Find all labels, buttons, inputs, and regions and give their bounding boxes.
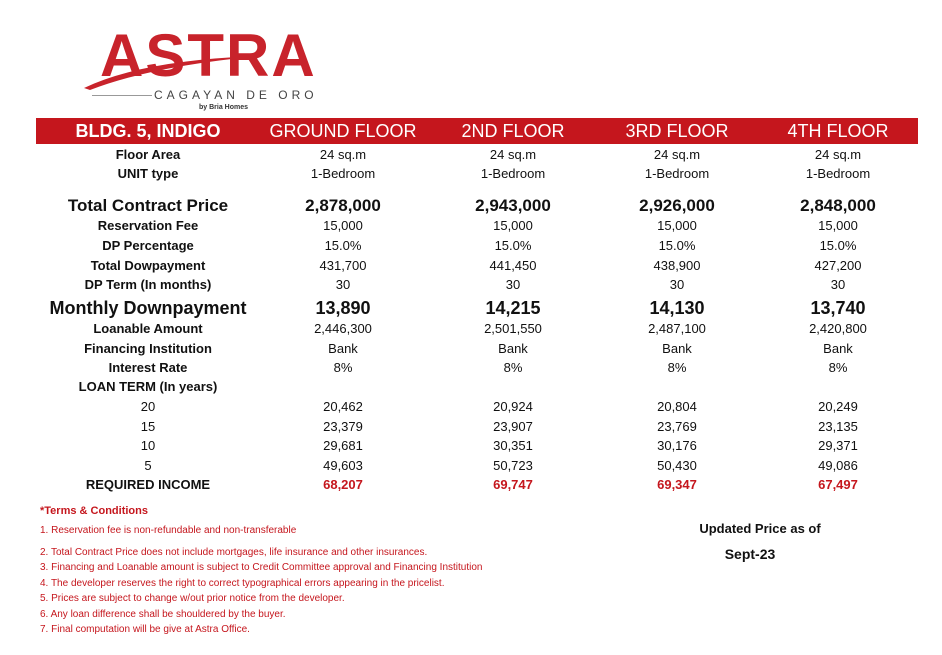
required-income-value: 67,497 (818, 477, 858, 492)
term-item: 5. Prices are subject to change w/out prior notice from the developer. (40, 593, 345, 604)
row-label: 10 (140, 438, 156, 453)
cell-value: 30 (830, 277, 846, 292)
cell-value: 23,907 (493, 419, 533, 434)
cell-value: 20,804 (657, 399, 697, 414)
updated-price-date: Sept-23 (724, 546, 776, 562)
header-3rd-floor: 3RD FLOOR (625, 121, 729, 141)
row-label: Reservation Fee (97, 218, 199, 233)
cell-value: 1-Bedroom (310, 166, 376, 181)
row-label: Total Dowpayment (90, 258, 206, 273)
cell-value: 29,681 (323, 438, 363, 453)
cell-value: 431,700 (319, 258, 367, 273)
cell-value: 49,086 (818, 458, 858, 473)
cell-value: 2,943,000 (475, 196, 551, 215)
header-4th-floor: 4TH FLOOR (787, 121, 889, 141)
cell-value: 2,878,000 (305, 196, 381, 215)
cell-value: 30 (669, 277, 685, 292)
loan-term-heading: LOAN TERM (In years) (78, 379, 218, 394)
logo-byline: by Bria Homes (199, 104, 249, 111)
building-title: BLDG. 5, INDIGO (75, 121, 221, 141)
required-income-value: 68,207 (323, 477, 363, 492)
term-item: 4. The developer reserves the right to correct typographical errors appearing in the pricelist. (40, 577, 445, 589)
table-header (36, 118, 918, 144)
row-label: DP Term (In months) (84, 277, 212, 292)
cell-value: 8% (333, 360, 353, 375)
cell-value: 2,420,800 (809, 321, 867, 336)
cell-value: 1-Bedroom (644, 166, 710, 181)
cell-value: 24 sq.m (319, 147, 367, 162)
cell-value: 29,371 (818, 438, 858, 453)
cell-value: 20,249 (818, 399, 858, 414)
astra-logo (82, 22, 372, 114)
cell-value: 15,000 (493, 218, 533, 233)
cell-value: 8% (828, 360, 848, 375)
cell-value: 15.0% (494, 238, 532, 253)
cell-value: 24 sq.m (489, 147, 537, 162)
cell-value: 15,000 (818, 218, 858, 233)
row-label: UNIT type (117, 166, 179, 181)
cell-value: 15.0% (819, 238, 857, 253)
header-2nd-floor: 2ND FLOOR (461, 121, 565, 141)
row-label: Total Contract Price (67, 196, 229, 215)
cell-value: 49,603 (323, 458, 363, 473)
cell-value: 2,926,000 (639, 196, 715, 215)
cell-value: 30,351 (493, 438, 533, 453)
row-label: Monthly Downpayment (49, 298, 247, 318)
cell-value: 30 (335, 277, 351, 292)
cell-value: 15.0% (658, 238, 696, 253)
cell-value: 23,769 (657, 419, 697, 434)
cell-value: 15.0% (324, 238, 362, 253)
header-ground-floor: GROUND FLOOR (269, 121, 417, 141)
row-label: REQUIRED INCOME (85, 477, 211, 492)
cell-value: 2,848,000 (800, 196, 876, 215)
term-item: 6. Any loan difference shall be shouldered by the buyer. (40, 608, 286, 620)
cell-value: 30,176 (657, 438, 697, 453)
cell-value: 2,446,300 (314, 321, 372, 336)
cell-value: 13,890 (315, 298, 371, 318)
cell-value: 20,924 (493, 399, 533, 414)
cell-value: 23,135 (818, 419, 858, 434)
row-label: Floor Area (115, 147, 181, 162)
row-label: Loanable Amount (93, 321, 203, 336)
term-item: 1. Reservation fee is non-refundable and non-transferable (40, 525, 297, 536)
row-label: Interest Rate (108, 360, 188, 375)
row-label: 20 (140, 399, 156, 414)
cell-value: Bank (662, 341, 692, 356)
cell-value: 30 (505, 277, 521, 292)
cell-value: 1-Bedroom (480, 166, 546, 181)
cell-value: 14,130 (649, 298, 705, 318)
terms-title: *Terms & Conditions (40, 505, 148, 517)
row-label: Financing Institution (84, 341, 212, 356)
cell-value: 1-Bedroom (805, 166, 871, 181)
cell-value: 2,487,100 (648, 321, 706, 336)
cell-value: Bank (498, 341, 528, 356)
cell-value: 50,430 (657, 458, 697, 473)
cell-value: 24 sq.m (653, 147, 701, 162)
logo-divider (92, 95, 152, 96)
term-item: 3. Financing and Loanable amount is subject to Credit Committee approval and Financing Institution (40, 562, 483, 573)
terms-and-conditions (40, 503, 600, 638)
cell-value: 15,000 (657, 218, 697, 233)
cell-value: 20,462 (323, 399, 363, 414)
cell-value: 50,723 (493, 458, 533, 473)
cell-value: 14,215 (485, 298, 541, 318)
cell-value: 24 sq.m (814, 147, 862, 162)
row-label: 5 (144, 458, 152, 473)
required-income-value: 69,747 (493, 477, 533, 492)
cell-value: 23,379 (323, 419, 363, 434)
row-label: 15 (140, 419, 156, 434)
cell-value: 13,740 (810, 298, 866, 318)
cell-value: 8% (667, 360, 687, 375)
cell-value: Bank (823, 341, 853, 356)
cell-value: 427,200 (814, 258, 862, 273)
cell-value: 15,000 (323, 218, 363, 233)
cell-value: 2,501,550 (484, 321, 542, 336)
cell-value: Bank (328, 341, 358, 356)
row-label: DP Percentage (102, 238, 194, 253)
term-item: 2. Total Contract Price does not include mortgages, life insurance and other insurances. (40, 546, 428, 558)
required-income-value: 69,347 (657, 477, 697, 492)
cell-value: 8% (503, 360, 523, 375)
cell-value: 438,900 (653, 258, 701, 273)
cell-value: 441,450 (489, 258, 537, 273)
logo-subtitle: CAGAYAN DE ORO (154, 88, 318, 102)
updated-price-label: Updated Price as of (699, 521, 821, 536)
logo-wordmark: ASTRA (100, 22, 317, 89)
term-item: 7. Final computation will be give at Astra Office. (40, 624, 250, 635)
